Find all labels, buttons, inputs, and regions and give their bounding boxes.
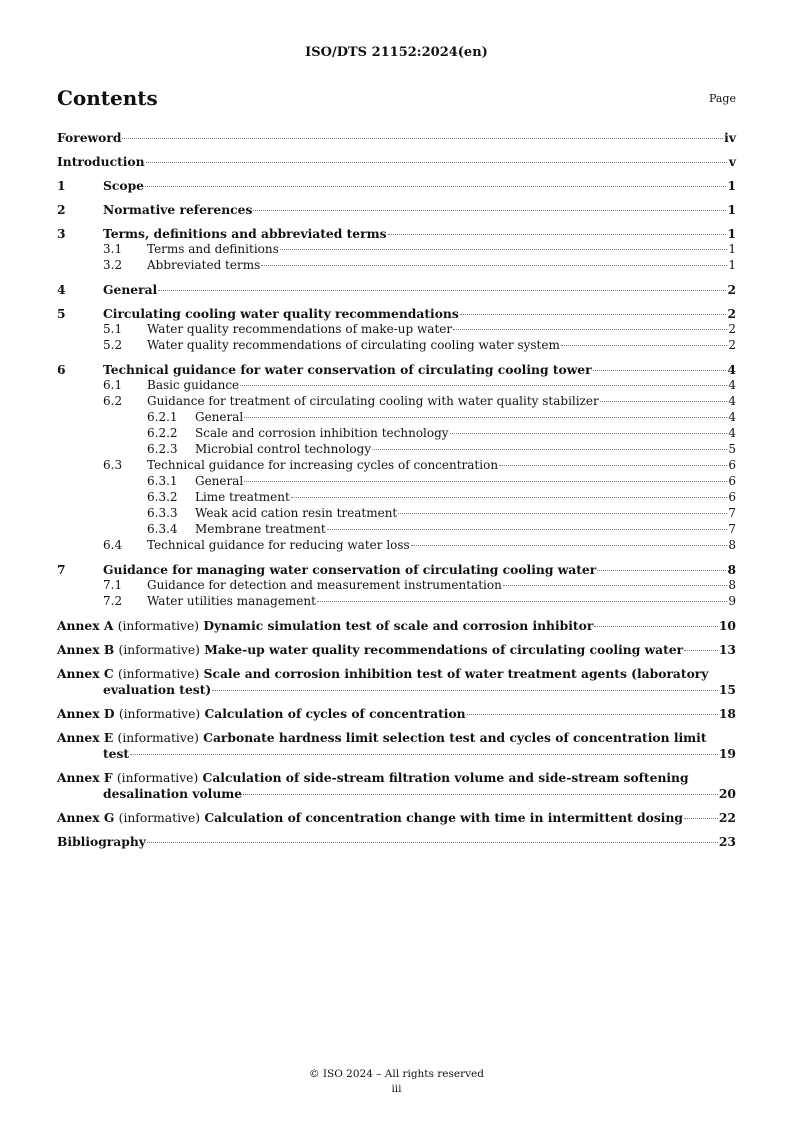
toc-title: Technical guidance for water conservation of circulating cooling tower bbox=[103, 362, 592, 377]
toc-title: Basic guidance bbox=[147, 378, 240, 392]
annex-label: Annex G bbox=[57, 810, 115, 825]
toc-number: 5 bbox=[57, 306, 66, 321]
toc-page: 6 bbox=[728, 490, 736, 504]
toc-entry-annex-a[interactable] bbox=[57, 618, 736, 633]
toc-page: 13 bbox=[718, 642, 736, 657]
toc-number: 6.1 bbox=[103, 378, 123, 392]
toc-entry-scope[interactable] bbox=[57, 178, 736, 193]
leader-dots bbox=[291, 496, 727, 498]
toc-page: 2 bbox=[727, 282, 736, 297]
annex-title-continued: desalination volume bbox=[103, 786, 243, 801]
leader-dots bbox=[460, 313, 727, 315]
leader-dots bbox=[244, 480, 727, 482]
toc-number: 6.3.3 bbox=[147, 506, 178, 520]
leader-dots bbox=[261, 264, 727, 266]
page-column-label: Page bbox=[708, 92, 736, 105]
toc-number: 6.3.4 bbox=[147, 522, 178, 536]
annex-title: Dynamic simulation test of scale and corrosion inhibitor bbox=[203, 618, 594, 633]
toc-entry-utilities-management[interactable] bbox=[57, 593, 736, 609]
toc-page: v bbox=[728, 154, 736, 169]
toc-number: 6.2.1 bbox=[147, 410, 178, 424]
leader-dots bbox=[453, 328, 727, 330]
annex-title: Calculation of cycles of concentration bbox=[204, 706, 466, 721]
toc-title: Water utilities management bbox=[147, 594, 316, 608]
toc-page: 1 bbox=[728, 242, 736, 256]
toc-page: 4 bbox=[728, 410, 736, 424]
toc-number: 6.3.1 bbox=[147, 474, 178, 488]
toc-title: Water quality recommendations of circulating cooling water system bbox=[147, 338, 560, 352]
toc-entry-water-quality[interactable] bbox=[57, 306, 736, 321]
toc-number: 3.2 bbox=[103, 258, 123, 272]
toc-number: 7.1 bbox=[103, 578, 123, 592]
toc-page: 4 bbox=[727, 362, 736, 377]
annex-label: Annex F bbox=[57, 770, 113, 785]
toc-entry-annex-g[interactable] bbox=[57, 810, 736, 825]
toc-title: Terms and definitions bbox=[147, 242, 279, 256]
annex-title: Calculation of concentration change with time in intermittent dosing bbox=[204, 810, 683, 825]
toc-entry-6-3-2[interactable] bbox=[57, 489, 736, 505]
toc-entry-abbreviated-terms[interactable] bbox=[57, 257, 736, 273]
toc-entry-6-2-3[interactable] bbox=[57, 441, 736, 457]
toc-page: 5 bbox=[728, 442, 736, 456]
toc-title: Scale and corrosion inhibition technology bbox=[195, 426, 449, 440]
toc-page: 1 bbox=[727, 178, 736, 193]
toc-entry-circulating-system[interactable] bbox=[57, 337, 736, 353]
leader-dots bbox=[317, 600, 727, 602]
leader-dots bbox=[212, 689, 718, 691]
annex-type: (informative) bbox=[118, 643, 200, 657]
toc-entry-annex-c[interactable] bbox=[57, 666, 736, 697]
leader-dots bbox=[130, 753, 718, 755]
toc-number: 7 bbox=[57, 562, 66, 577]
table-of-contents bbox=[57, 130, 736, 849]
leader-dots bbox=[253, 209, 726, 211]
leader-dots bbox=[327, 528, 727, 530]
leader-dots bbox=[684, 817, 718, 819]
toc-page: iv bbox=[724, 130, 736, 145]
toc-title: Lime treatment bbox=[195, 490, 290, 504]
toc-number: 3 bbox=[57, 226, 66, 241]
toc-title: Normative references bbox=[103, 202, 253, 217]
leader-dots bbox=[503, 584, 727, 586]
toc-title: Terms, definitions and abbreviated terms bbox=[103, 226, 387, 241]
toc-entry-foreword[interactable] bbox=[57, 130, 736, 145]
annex-type: (informative) bbox=[117, 731, 199, 745]
toc-page: 10 bbox=[718, 618, 736, 633]
toc-number: 2 bbox=[57, 202, 66, 217]
toc-entry-technical-guidance[interactable] bbox=[57, 362, 736, 377]
toc-number: 6 bbox=[57, 362, 66, 377]
toc-page: 15 bbox=[718, 682, 736, 697]
toc-entry-introduction[interactable] bbox=[57, 154, 736, 169]
leader-dots bbox=[388, 233, 727, 235]
annex-label: Annex E bbox=[57, 730, 114, 745]
toc-title: Weak acid cation resin treatment bbox=[195, 506, 398, 520]
toc-number: 5.2 bbox=[103, 338, 123, 352]
toc-page: 2 bbox=[727, 306, 736, 321]
toc-title: Guidance for detection and measurement instrumentation bbox=[147, 578, 502, 592]
toc-title: General bbox=[195, 474, 244, 488]
toc-entry-general[interactable] bbox=[57, 282, 736, 297]
toc-number: 6.2.2 bbox=[147, 426, 178, 440]
annex-type: (informative) bbox=[118, 707, 201, 721]
leader-dots bbox=[684, 649, 718, 651]
leader-dots bbox=[398, 512, 727, 514]
annex-title-continued: test bbox=[103, 746, 130, 761]
toc-page: 4 bbox=[728, 394, 736, 408]
toc-title: Guidance for managing water conservation of circulating cooling water bbox=[103, 562, 597, 577]
leader-dots bbox=[244, 416, 727, 418]
leader-dots bbox=[467, 713, 718, 715]
annex-label: Annex D bbox=[57, 706, 115, 721]
contents-title: Contents bbox=[57, 86, 158, 110]
toc-number: 7.2 bbox=[103, 594, 123, 608]
annex-title-continued: evaluation test) bbox=[103, 682, 212, 697]
toc-entry-reducing-water-loss[interactable] bbox=[57, 537, 736, 553]
toc-page: 4 bbox=[728, 378, 736, 392]
toc-page: 22 bbox=[718, 810, 736, 825]
leader-dots bbox=[243, 793, 718, 795]
toc-number: 6.2.3 bbox=[147, 442, 178, 456]
toc-number: 6.3 bbox=[103, 458, 123, 472]
leader-dots bbox=[372, 448, 727, 450]
toc-number: 4 bbox=[57, 282, 66, 297]
toc-entry-6-3-1[interactable] bbox=[57, 473, 736, 489]
leader-dots bbox=[600, 400, 727, 402]
toc-page: 4 bbox=[728, 426, 736, 440]
toc-page: 18 bbox=[718, 706, 736, 721]
annex-title: Calculation of side-stream filtration volume and side-stream softening bbox=[202, 770, 689, 785]
annex-title: Scale and corrosion inhibition test of water treatment agents (laboratory bbox=[203, 666, 709, 681]
toc-page: 8 bbox=[728, 578, 736, 592]
toc-entry-terms-and-definitions[interactable] bbox=[57, 241, 736, 257]
toc-page: 23 bbox=[718, 834, 736, 849]
annex-type: (informative) bbox=[118, 811, 201, 825]
toc-title: Technical guidance for increasing cycles of concentration bbox=[147, 458, 499, 472]
leader-dots bbox=[561, 344, 727, 346]
document-header: ISO/DTS 21152:2024(en) bbox=[305, 45, 488, 60]
toc-entry-bibliography[interactable] bbox=[57, 834, 736, 849]
toc-title: Scope bbox=[103, 178, 144, 193]
toc-entry-basic-guidance[interactable] bbox=[57, 377, 736, 393]
leader-dots bbox=[145, 185, 726, 187]
toc-title: Membrane treatment bbox=[195, 522, 326, 536]
leader-dots bbox=[450, 432, 727, 434]
toc-entry-normative-references[interactable] bbox=[57, 202, 736, 217]
annex-label: Annex B bbox=[57, 642, 115, 657]
annex-title: Make-up water quality recommendations of circulating cooling water bbox=[204, 642, 684, 657]
leader-dots bbox=[146, 161, 727, 163]
annex-type: (informative) bbox=[116, 771, 199, 785]
toc-number: 1 bbox=[57, 178, 66, 193]
annex-type: (informative) bbox=[117, 667, 200, 681]
leader-dots bbox=[411, 544, 727, 546]
toc-entry-cycles-of-concentration[interactable] bbox=[57, 457, 736, 473]
toc-page: 1 bbox=[727, 226, 736, 241]
leader-dots bbox=[158, 289, 726, 291]
toc-title: Bibliography bbox=[57, 834, 146, 849]
leader-dots bbox=[240, 384, 727, 386]
toc-page: 19 bbox=[718, 746, 736, 761]
leader-dots bbox=[594, 625, 718, 627]
toc-number: 6.3.2 bbox=[147, 490, 178, 504]
annex-type: (informative) bbox=[117, 619, 200, 633]
annex-title: Carbonate hardness limit selection test and cycles of concentration limit bbox=[203, 730, 707, 745]
toc-page: 6 bbox=[728, 474, 736, 488]
toc-entry-annex-b[interactable] bbox=[57, 642, 736, 657]
toc-number: 6.4 bbox=[103, 538, 123, 552]
toc-entry-annex-e[interactable] bbox=[57, 730, 736, 761]
page-number: iii bbox=[391, 1083, 402, 1095]
leader-dots bbox=[280, 248, 727, 250]
toc-title: Guidance for treatment of circulating cooling with water quality stabilizer bbox=[147, 394, 599, 408]
toc-entry-6-3-4[interactable] bbox=[57, 521, 736, 537]
toc-entry-instrumentation[interactable] bbox=[57, 577, 736, 593]
toc-title: Technical guidance for reducing water loss bbox=[147, 538, 410, 552]
leader-dots bbox=[597, 569, 726, 571]
toc-entry-6-2-1[interactable] bbox=[57, 409, 736, 425]
annex-label: Annex C bbox=[57, 666, 114, 681]
toc-page: 1 bbox=[727, 202, 736, 217]
toc-page: 8 bbox=[727, 562, 736, 577]
toc-title: Water quality recommendations of make-up water bbox=[147, 322, 453, 336]
toc-entry-stabilizer[interactable] bbox=[57, 393, 736, 409]
leader-dots bbox=[122, 137, 723, 139]
toc-title: General bbox=[103, 282, 158, 297]
toc-page: 7 bbox=[728, 506, 736, 520]
toc-page: 8 bbox=[728, 538, 736, 552]
toc-title: Circulating cooling water quality recommendations bbox=[103, 306, 459, 321]
leader-dots bbox=[147, 841, 718, 843]
toc-page: 6 bbox=[728, 458, 736, 472]
toc-entry-terms[interactable] bbox=[57, 226, 736, 241]
toc-number: 3.1 bbox=[103, 242, 123, 256]
toc-entry-managing-water-conservation[interactable] bbox=[57, 562, 736, 577]
leader-dots bbox=[593, 369, 727, 371]
toc-page: 9 bbox=[728, 594, 736, 608]
toc-page: 7 bbox=[728, 522, 736, 536]
page-footer bbox=[0, 1067, 793, 1097]
toc-entry-6-2-2[interactable] bbox=[57, 425, 736, 441]
toc-title: Abbreviated terms bbox=[147, 258, 261, 272]
toc-page: 1 bbox=[728, 258, 736, 272]
toc-entry-make-up-water[interactable] bbox=[57, 321, 736, 337]
copyright-notice: © ISO 2024 – All rights reserved bbox=[309, 1068, 484, 1080]
toc-title: Introduction bbox=[57, 154, 145, 169]
toc-entry-6-3-3[interactable] bbox=[57, 505, 736, 521]
toc-page: 2 bbox=[728, 322, 736, 336]
toc-entry-annex-d[interactable] bbox=[57, 706, 736, 721]
annex-label: Annex A bbox=[57, 618, 114, 633]
toc-title: Foreword bbox=[57, 130, 122, 145]
toc-entry-annex-f[interactable] bbox=[57, 770, 736, 801]
toc-page: 2 bbox=[728, 338, 736, 352]
toc-page: 20 bbox=[718, 786, 736, 801]
leader-dots bbox=[499, 464, 727, 466]
toc-title: Microbial control technology bbox=[195, 442, 372, 456]
toc-number: 6.2 bbox=[103, 394, 123, 408]
toc-title: General bbox=[195, 410, 244, 424]
toc-number: 5.1 bbox=[103, 322, 123, 336]
